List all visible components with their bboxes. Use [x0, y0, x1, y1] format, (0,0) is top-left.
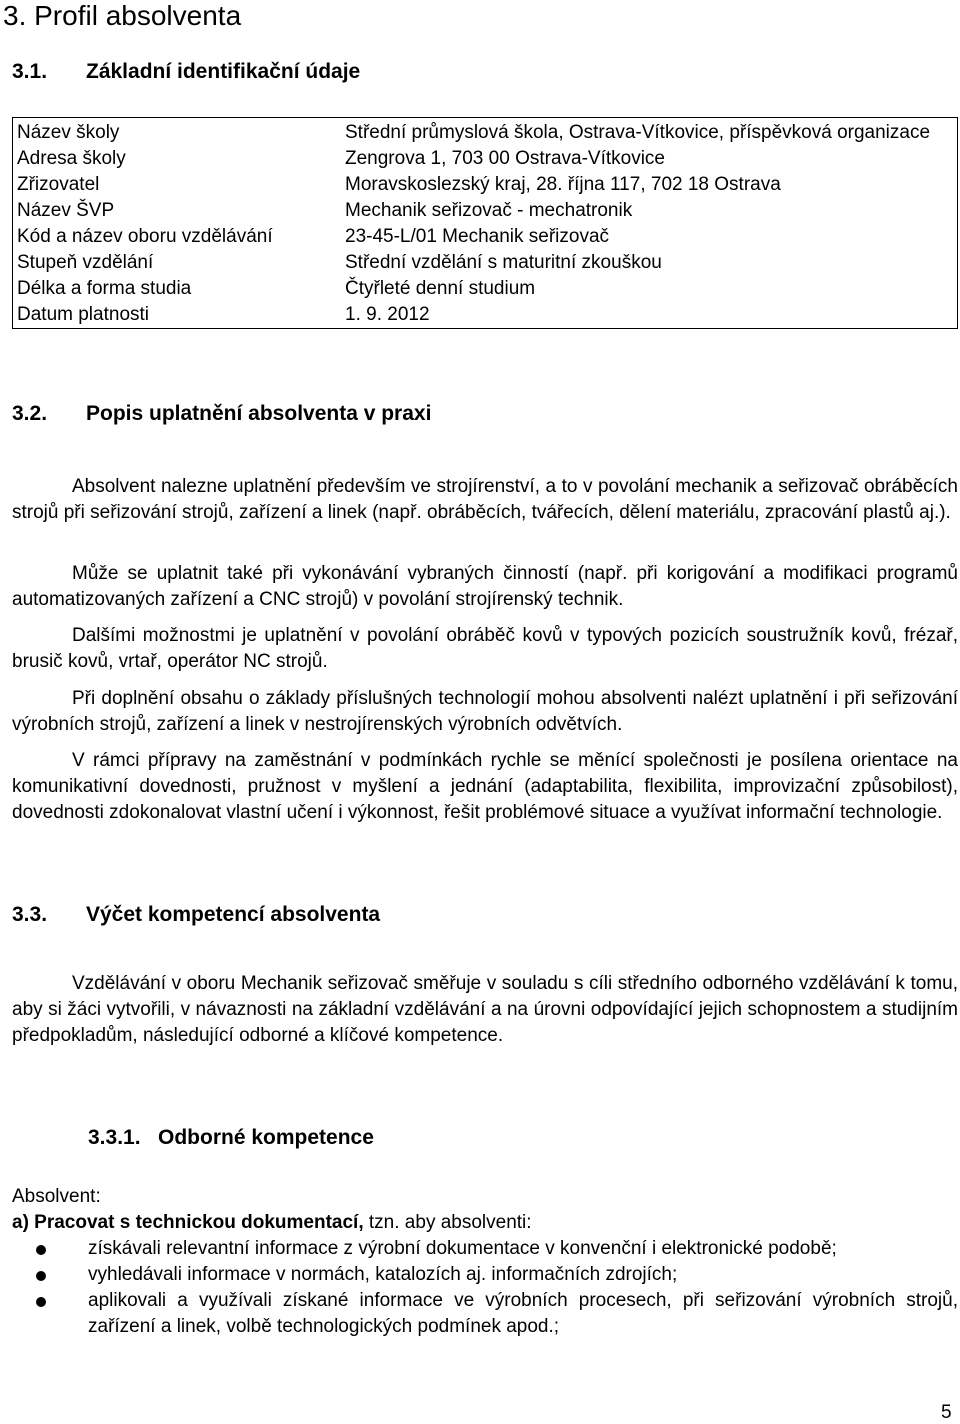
paragraph-text: Při doplnění obsahu o základy příslušných technologií mohou absolventi nalézt uplatnění i při seřizování výrobních strojů, zařízení a linek v nestrojírenských výrobních odvětvích.: [12, 688, 958, 735]
subsection-heading-3-2: [12, 402, 431, 426]
paragraph-text: Vzdělávání v oboru Mechanik seřizovač směřuje v souladu s cíli středního odborného vzdělávání k tomu, aby si žáci vytvořili, v návaznosti na základní vzdělávání a na úrovni odpovídající jejich schopnostem a studijním předpokladům, následující odborné a klíčové kompetence.: [12, 973, 958, 1046]
table-key: Kód a název oboru vzdělávání: [17, 226, 273, 247]
table-value: Moravskoslezský kraj, 28. října 117, 702 18 Ostrava: [345, 174, 781, 195]
subsection-number: 3.2.: [12, 402, 48, 425]
table-row: [13, 224, 958, 250]
table-value: Čtyřleté denní studium: [345, 278, 536, 299]
bullet-list: [12, 1236, 958, 1340]
table-row: [13, 302, 958, 329]
table-key: Název školy: [17, 122, 120, 143]
paragraph: [12, 686, 958, 738]
table-row: [13, 198, 958, 224]
table-key: Zřizovatel: [17, 174, 100, 195]
competence-item-a-rest: tzn. aby absolventi:: [363, 1212, 532, 1233]
subsection-title: Základní identifikační údaje: [86, 60, 361, 83]
paragraph-text: Může se uplatnit také při vykonávání vybraných činností (např. při korigování a modifikaci programů automatizovaných zařízení a CNC strojů) v povolání strojírenský technik.: [12, 563, 958, 610]
paragraph: [12, 561, 958, 613]
list-item-text: získávali relevantní informace z výrobní dokumentace v konvenční i elektronické podobě;: [88, 1238, 837, 1259]
list-item-text: aplikovali a využívali získané informace ve výrobních procesech, při seřizování výrobních strojů, zařízení a linek, volbě technologických podmínek apod.;: [88, 1290, 958, 1337]
table-row: [13, 250, 958, 276]
list-item-text: vyhledávali informace v normách, katalozích aj. informačních zdrojích;: [88, 1264, 678, 1285]
page-number: 5: [941, 1402, 952, 1423]
table-key: Délka a forma studia: [17, 278, 192, 299]
table-row: [13, 172, 958, 198]
table-key: Stupeň vzdělání: [17, 252, 154, 273]
subsection-heading-3-1: [12, 60, 360, 84]
table-value: 1. 9. 2012: [345, 304, 430, 325]
subsection-number: 3.3.1.: [88, 1126, 141, 1149]
subsection-title: Odborné kompetence: [158, 1126, 374, 1149]
table-key: Adresa školy: [17, 148, 126, 169]
bullet-icon: [36, 1271, 46, 1281]
paragraph-text: Absolvent nalezne uplatnění především ve strojírenství, a to v povolání mechanik a seřizovač obráběcích strojů při seřizování strojů, zařízení a linek (např. obráběcích, tvářecích, dělení materiálu, zpracování plastů aj.).: [12, 476, 958, 523]
list-item: [12, 1236, 958, 1262]
section-title: 3. Profil absolventa: [3, 0, 242, 31]
subsubsection-heading-3-3-1: [88, 1126, 374, 1150]
list-item: [12, 1262, 958, 1288]
paragraph: [12, 474, 958, 526]
table-value: Mechanik seřizovač - mechatronik: [345, 200, 633, 221]
competence-item-a-title: a) Pracovat s technickou dokumentací,: [12, 1212, 364, 1233]
paragraph: [12, 971, 958, 1049]
paragraph: [12, 748, 958, 826]
table-value: 23-45-L/01 Mechanik seřizovač: [345, 226, 610, 247]
subsection-heading-3-3: [12, 903, 380, 927]
identification-table: [12, 117, 958, 329]
subsection-number: 3.3.: [12, 903, 48, 926]
table-key: Název ŠVP: [17, 200, 115, 221]
table-row: [13, 146, 958, 172]
table-value: Střední vzdělání s maturitní zkouškou: [345, 252, 662, 273]
bullet-icon: [36, 1245, 46, 1255]
table-value: Zengrova 1, 703 00 Ostrava-Vítkovice: [345, 148, 665, 169]
subsection-title: Výčet kompetencí absolventa: [86, 903, 381, 926]
subsection-title: Popis uplatnění absolventa v praxi: [86, 402, 432, 425]
table-row: [13, 276, 958, 302]
table-row: [13, 118, 958, 147]
paragraph-text: Dalšími možnostmi je uplatnění v povolání obráběč kovů v typových pozicích soustružník kovů, frézař, brusič kovů, vrtař, operátor NC strojů.: [12, 625, 958, 672]
table-value: Střední průmyslová škola, Ostrava-Vítkovice, příspěvková organizace: [345, 122, 931, 143]
bullet-icon: [36, 1297, 46, 1307]
table-key: Datum platnosti: [17, 304, 150, 325]
competence-item-a: [12, 1210, 958, 1236]
absolvent-intro: Absolvent:: [12, 1186, 101, 1207]
list-item: [12, 1288, 958, 1340]
paragraph: [12, 623, 958, 675]
subsection-number: 3.1.: [12, 60, 48, 83]
paragraph-text: V rámci přípravy na zaměstnání v podmínkách rychle se měnící společnosti je posílena orientace na komunikativní dovednosti, pružnost v myšlení a jednání (adaptabilita, flexibilita, improvizační způsobilost), dovednosti zdokonalovat vlastní učení i výkonnost, řešit problémové situace a využívat informační technologie.: [12, 750, 958, 823]
